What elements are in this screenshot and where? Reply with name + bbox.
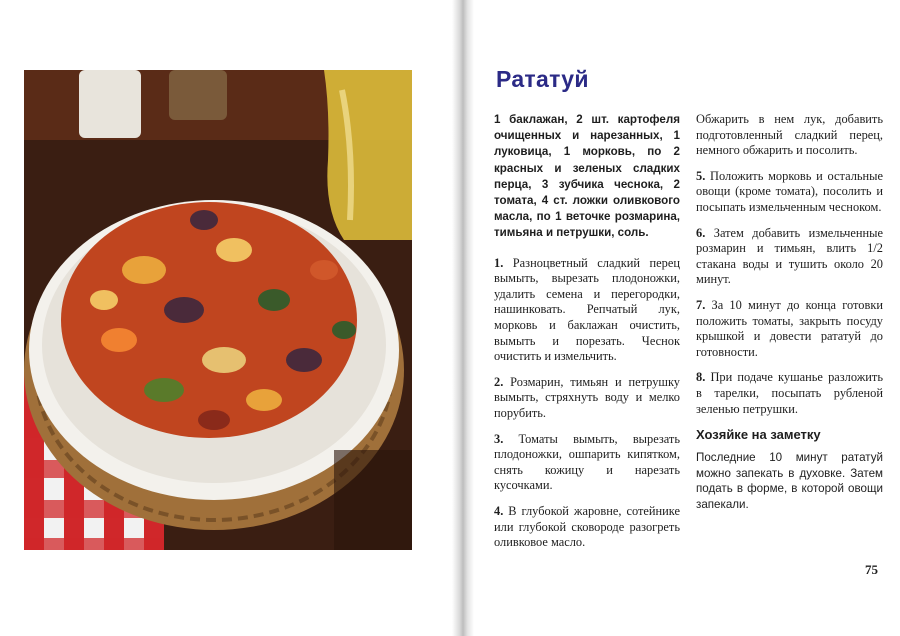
ingredients: 1 баклажан, 2 шт. картофеля очищенных и нарезанных, 1 луковица, 1 морковь, по 2 красных и зеленых сладких перца, 3 зубчика чеснока, 2 томата, 4 ст. ложки оливкового масла, по 1 веточке розмарина, тимьяна и петрушки, соль.: [494, 113, 680, 240]
step-number: 1.: [494, 255, 504, 270]
step-text: Разноцветный сладкий перец вымыть, вырезать плодоножки, удалить семена и перегородки, нашинковать. Репчатый лук, морковь и баклажан очистить, вымыть и порезать. Чеснок очистить и измельчить.: [494, 255, 680, 364]
step-text: Положить морковь и остальные овощи (кроме томата), посолить и посыпать измельченным чесноком.: [696, 168, 883, 214]
step-text: Затем добавить измельченные розмарин и тимьян, влить 1/2 стакана воды и тушить около 20 минут.: [696, 225, 883, 287]
step-number: 3.: [494, 431, 504, 446]
step-4: [494, 504, 680, 551]
step-number: 6.: [696, 225, 706, 240]
step-3: [494, 432, 680, 494]
tip-text: Последние 10 минут рататуй можно запекать в духовке. Затем подать в форме, в которой овощи запекали.: [696, 451, 883, 511]
tip-heading: Хозяйке на заметку: [696, 427, 821, 443]
step-text: В глубокой жаровне, сотейнике или глубокой сковороде разогреть оливковое масло.: [494, 503, 680, 550]
book-spine: [452, 0, 474, 636]
step-1: [494, 256, 680, 365]
step-text: Розмарин, тимьян и петрушку вымыть, стряхнуть воду и мелко порубить.: [494, 374, 680, 420]
text-column-left: [494, 112, 680, 561]
step-text: За 10 минут до конца готовки положить томаты, закрыть посуду крышкой и довести рататуй до готовности.: [696, 297, 883, 359]
text-column-right: [696, 112, 883, 512]
step-8: [696, 370, 883, 417]
step-number: 2.: [494, 374, 504, 389]
step-number: 5.: [696, 168, 706, 183]
step-7: [696, 298, 883, 360]
step-number: 7.: [696, 297, 706, 312]
step-4-continued: [696, 112, 883, 159]
right-page: [474, 0, 900, 636]
recipe-title: Рататуй: [496, 66, 589, 92]
page-number: 75: [865, 562, 878, 577]
step-2: [494, 375, 680, 422]
step-text: Томаты вымыть, вырезать плодоножки, ошпарить кипятком, снять кожицу и нарезать кусочками.: [494, 431, 680, 493]
ratatouille-photo: [24, 70, 412, 550]
step-5: [696, 169, 883, 216]
step-text: При подаче кушанье разложить в тарелки, посыпать рубленой зеленью петрушки.: [696, 370, 883, 416]
step-6: [696, 226, 883, 288]
step-number: 8.: [696, 370, 706, 385]
ratatouille-illustration: [24, 70, 412, 550]
step-number: 4.: [494, 503, 504, 518]
step-text: Обжарить в нем лук, добавить подготовленный сладкий перец, немного обжарить и посолить.: [696, 112, 883, 158]
